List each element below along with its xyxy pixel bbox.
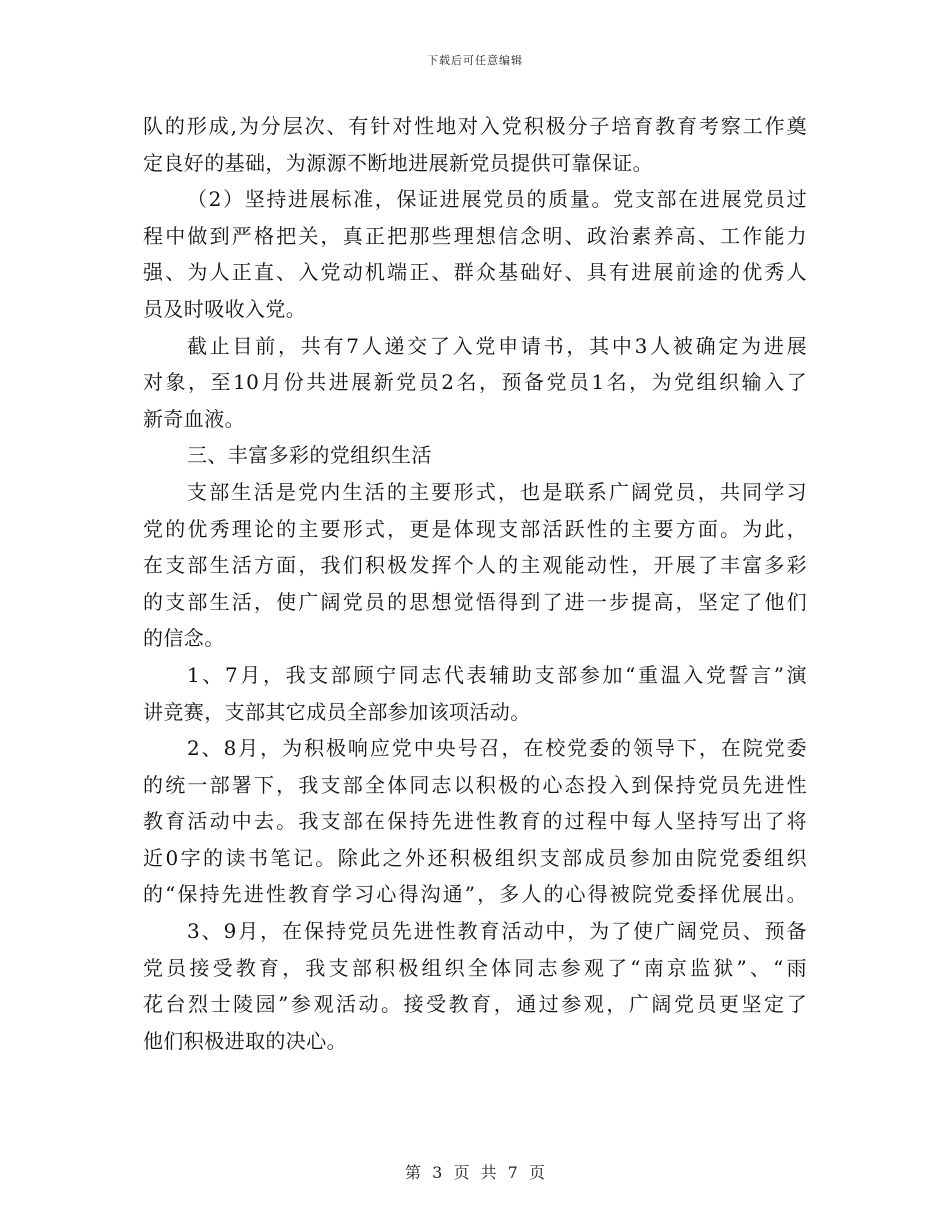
text-line: 定良好的基础，为源源不断地进展新党员提供可靠保证。: [143, 150, 653, 175]
text-line: 2、8月，为积极响应党中央号召，在校党委的领导下，在院党委: [187, 736, 807, 761]
page-footer: [0, 1160, 950, 1183]
page-label-suffix: 页: [528, 1163, 545, 1182]
text-line: 支部生活是党内生活的主要形式，也是联系广阔党员，共同学习: [187, 479, 807, 504]
page-current: 3: [432, 1163, 443, 1182]
text-line: 队的形成,为分层次、有针对性地对入党积极分子培育教育考察工作奠: [143, 114, 807, 138]
text-line: 的“保持先进性教育学习心得沟通”，多人的心得被院党委择优展出。: [143, 882, 807, 907]
page-label-prefix: 第: [405, 1163, 422, 1182]
text-line: 1、7月，我支部顾宁同志代表辅助支部参加“重温入党誓言”演: [187, 662, 807, 687]
text-line: 教育活动中去。我支部在保持先进性教育的过程中每人坚持写出了将: [143, 809, 807, 834]
page-header: 下载后可任意编辑: [427, 54, 523, 67]
page-label-mid2: 共: [480, 1163, 497, 1182]
text-line: 讲竞赛，支部其它成员全部参加该项活动。: [143, 699, 531, 724]
text-line: 党的优秀理论的主要形式，更是体现支部活跃性的主要方面。为此，: [143, 516, 807, 541]
text-line: 三、丰富多彩的党组织生活: [187, 443, 432, 468]
text-line: 他们积极进取的决心。: [143, 1028, 347, 1053]
text-line: 的支部生活，使广阔党员的思想觉悟得到了进一步提高，坚定了他们: [143, 589, 807, 614]
text-line: 强、为人正直、入党动机端正、群众基础好、具有进展前途的优秀人: [143, 260, 807, 285]
text-line: 新奇血液。: [143, 406, 245, 431]
text-line: 员及时吸收入党。: [143, 296, 307, 321]
text-line: 近0字的读书笔记。除此之外还积极组织支部成员参加由院党委组织: [143, 845, 807, 870]
text-line: （2）坚持进展标准，保证进展党员的质量。党支部在进展党员过: [187, 187, 807, 212]
text-line: 党员接受教育，我支部积极组织全体同志参观了“南京监狱”、“雨: [143, 955, 807, 980]
text-line: 截止目前，共有7人递交了入党申请书，其中3人被确定为进展: [187, 333, 807, 358]
text-line: 在支部生活方面，我们积极发挥个人的主观能动性，开展了丰富多彩: [143, 553, 807, 578]
text-line: 的统一部署下，我支部全体同志以积极的心态投入到保持党员先进性: [143, 772, 807, 797]
text-line: 对象，至10月份共进展新党员2名，预备党员1名，为党组织输入了: [143, 370, 807, 395]
text-line: 花台烈士陵园”参观活动。接受教育，通过参观，广阔党员更坚定了: [143, 992, 807, 1017]
document-body: [143, 108, 807, 1059]
text-line: 程中做到严格把关，真正把那些理想信念明、政治素养高、工作能力: [143, 223, 807, 248]
text-line: 3、9月，在保持党员先进性教育活动中，为了使广阔党员、预备: [187, 919, 807, 944]
page-total: 7: [507, 1163, 518, 1182]
page-label-mid1: 页: [453, 1163, 470, 1182]
text-line: 的信念。: [143, 626, 225, 651]
